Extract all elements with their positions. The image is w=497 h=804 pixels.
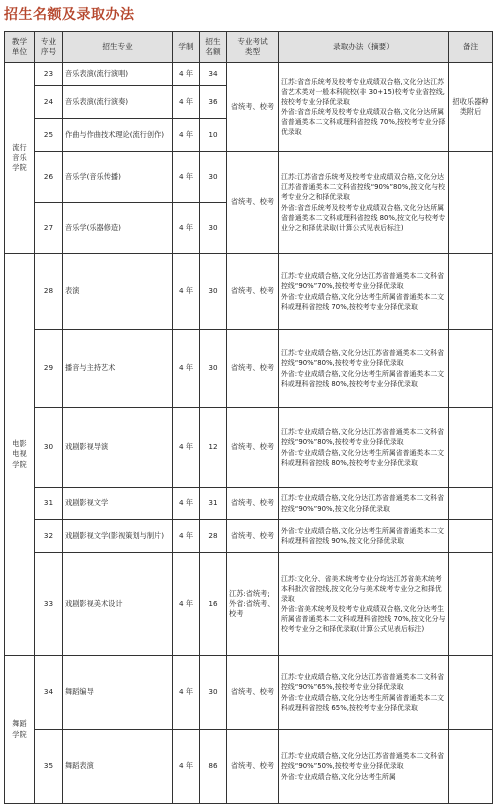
quota-cell: 10 xyxy=(200,119,227,152)
years-cell: 4 年 xyxy=(173,730,200,804)
seq-cell: 34 xyxy=(35,656,63,730)
remark-cell xyxy=(449,520,493,553)
unit-cell: 舞蹈 学院 xyxy=(5,656,35,804)
method-cell: 江苏:文化分、省美术统考专业分均达江苏省美术统考本科批次省控线,按文化分与美术统考专业分之和择优录取 外省:省美术统考及校考专业成绩双合格,文化分达考生所属省普通类本二文科或理科省控线 70%,按文化分与校考专业分之和择优录取(计算公式见表后标注) xyxy=(279,553,449,656)
seq-cell: 35 xyxy=(35,730,63,804)
major-cell: 舞蹈表演 xyxy=(63,730,173,804)
remark-cell xyxy=(449,330,493,408)
table-row xyxy=(5,520,493,553)
method-cell: 江苏:专业成绩合格,文化分达江苏省普通类本二文科省控线“90%”80%,按校考专业分择优录取 外省:专业成绩合格,文化分达考生所属省普通类本二文科或理科省控线 80%,按校考专业分择优录取 xyxy=(279,330,449,408)
header-years: 学制 xyxy=(173,32,200,63)
major-cell: 作曲与作曲技术理论(流行创作) xyxy=(63,119,173,152)
quota-cell: 30 xyxy=(200,254,227,330)
major-cell: 音乐表演(流行演唱) xyxy=(63,63,173,86)
years-cell: 4 年 xyxy=(173,553,200,656)
quota-cell: 30 xyxy=(200,656,227,730)
remark-cell xyxy=(449,152,493,254)
exam-cell: 省统考、校考 xyxy=(227,656,279,730)
table-header-row xyxy=(5,32,493,63)
exam-cell: 省统考、校考 xyxy=(227,730,279,804)
major-cell: 戏剧影视文学(影视策划与制片) xyxy=(63,520,173,553)
method-cell: 江苏:省音乐统考及校考专业成绩双合格,文化分达江苏省艺术类对一般本科院校(非 30+15)校考专业省控线,按校考专业分择优录取 外省:省音乐统考及校考专业成绩双合格,文化分达所属省普通类本二文科或理科省控线 70%,按校考专业分择优录取 xyxy=(279,63,449,152)
quota-cell: 30 xyxy=(200,330,227,408)
table-row xyxy=(5,730,493,804)
quota-cell: 36 xyxy=(200,86,227,119)
unit-cell: 电影 电视 学院 xyxy=(5,254,35,656)
header-exam-type: 专业考试 类型 xyxy=(227,32,279,63)
seq-cell: 23 xyxy=(35,63,63,86)
exam-cell: 省统考、校考 xyxy=(227,330,279,408)
table-row xyxy=(5,152,493,203)
years-cell: 4 年 xyxy=(173,520,200,553)
quota-cell: 34 xyxy=(200,63,227,86)
major-cell: 播音与主持艺术 xyxy=(63,330,173,408)
major-cell: 戏剧影视美术设计 xyxy=(63,553,173,656)
header-unit: 教学 单位 xyxy=(5,32,35,63)
exam-cell: 省统考、校考 xyxy=(227,63,279,152)
years-cell: 4 年 xyxy=(173,488,200,520)
table-row xyxy=(5,63,493,86)
years-cell: 4 年 xyxy=(173,152,200,203)
admissions-table xyxy=(4,31,493,804)
seq-cell: 26 xyxy=(35,152,63,203)
method-cell: 江苏:专业成绩合格,文化分达江苏省普通类本二文科省控线“90%”50%,按校考专业分择优录取 外省:专业成绩合格,文化分达考生所属 xyxy=(279,730,449,804)
major-cell: 舞蹈编导 xyxy=(63,656,173,730)
remark-cell xyxy=(449,254,493,330)
method-cell: 江苏:专业成绩合格,文化分达江苏省普通类本二文科省控线“90%”65%,按校考专业分择优录取 外省:专业成绩合格,文化分达考生所属省普通类本二文科或理科省控线 65%,按校考专业分择优录取 xyxy=(279,656,449,730)
exam-cell: 江苏:省统考; 外省:省统考、校考 xyxy=(227,553,279,656)
quota-cell: 30 xyxy=(200,152,227,203)
seq-cell: 29 xyxy=(35,330,63,408)
header-remark: 备注 xyxy=(449,32,493,63)
method-cell: 外省:专业成绩合格,文化分达考生所属省普通类本二文科或理科省控线 90%,按文化分择优录取 xyxy=(279,520,449,553)
method-cell: 江苏:专业成绩合格,文化分达江苏省普通类本二文科省控线“90%”90%,按文化分择优录取 xyxy=(279,488,449,520)
seq-cell: 31 xyxy=(35,488,63,520)
header-major: 招生专业 xyxy=(63,32,173,63)
quota-cell: 86 xyxy=(200,730,227,804)
major-cell: 音乐表演(流行演奏) xyxy=(63,86,173,119)
remark-cell xyxy=(449,730,493,804)
major-cell: 戏剧影视导演 xyxy=(63,408,173,488)
major-cell: 表演 xyxy=(63,254,173,330)
method-cell: 江苏:江苏省音乐统考及校考专业成绩双合格,文化分达江苏省普通类本二文科省控线“90%”80%,按文化与校考专业分之和择优录取 外省:省音乐统考及校考专业成绩双合格,文化分达所属省普通类本二文科或理科省控线 80%,按文化与校考专业分之和择优录取(计算公式见表后标注) xyxy=(279,152,449,254)
years-cell: 4 年 xyxy=(173,330,200,408)
exam-cell: 省统考、校考 xyxy=(227,408,279,488)
unit-cell: 流行 音乐 学院 xyxy=(5,63,35,254)
quota-cell: 30 xyxy=(200,203,227,254)
exam-cell: 省统考、校考 xyxy=(227,520,279,553)
years-cell: 4 年 xyxy=(173,119,200,152)
seq-cell: 24 xyxy=(35,86,63,119)
table-row xyxy=(5,408,493,488)
remark-cell: 招收乐器种类附后 xyxy=(449,63,493,152)
exam-cell: 省统考、校考 xyxy=(227,254,279,330)
seq-cell: 28 xyxy=(35,254,63,330)
remark-cell xyxy=(449,488,493,520)
quota-cell: 16 xyxy=(200,553,227,656)
years-cell: 4 年 xyxy=(173,63,200,86)
table-row xyxy=(5,254,493,330)
page-title: 招生名额及录取办法 xyxy=(4,7,135,23)
table-row xyxy=(5,488,493,520)
seq-cell: 32 xyxy=(35,520,63,553)
remark-cell xyxy=(449,656,493,730)
table-row xyxy=(5,656,493,730)
years-cell: 4 年 xyxy=(173,656,200,730)
header-method: 录取办法（摘要） xyxy=(279,32,449,63)
remark-cell xyxy=(449,408,493,488)
years-cell: 4 年 xyxy=(173,254,200,330)
quota-cell: 12 xyxy=(200,408,227,488)
table-row xyxy=(5,330,493,408)
quota-cell: 31 xyxy=(200,488,227,520)
header-quota: 招生 名额 xyxy=(200,32,227,63)
table-row xyxy=(5,553,493,656)
method-cell: 江苏:专业成绩合格,文化分达江苏省普通类本二文科省控线“90%”70%,按校考专业分择优录取 外省:专业成绩合格,文化分达考生所属省普通类本二文科或理科省控线 70%,按校考专业分择优录取 xyxy=(279,254,449,330)
exam-cell: 省统考、校考 xyxy=(227,152,279,254)
major-cell: 戏剧影视文学 xyxy=(63,488,173,520)
seq-cell: 30 xyxy=(35,408,63,488)
years-cell: 4 年 xyxy=(173,203,200,254)
remark-cell xyxy=(449,553,493,656)
seq-cell: 33 xyxy=(35,553,63,656)
header-seq: 专业 序号 xyxy=(35,32,63,63)
method-cell: 江苏:专业成绩合格,文化分达江苏省普通类本二文科省控线“90%”80%,按校考专业分择优录取 外省:专业成绩合格,文化分达考生所属省普通类本二文科或理科省控线 80%,按校考专业分择优录取 xyxy=(279,408,449,488)
seq-cell: 25 xyxy=(35,119,63,152)
exam-cell: 省统考、校考 xyxy=(227,488,279,520)
major-cell: 音乐学(音乐传播) xyxy=(63,152,173,203)
years-cell: 4 年 xyxy=(173,408,200,488)
years-cell: 4 年 xyxy=(173,86,200,119)
seq-cell: 27 xyxy=(35,203,63,254)
quota-cell: 28 xyxy=(200,520,227,553)
major-cell: 音乐学(乐器修造) xyxy=(63,203,173,254)
